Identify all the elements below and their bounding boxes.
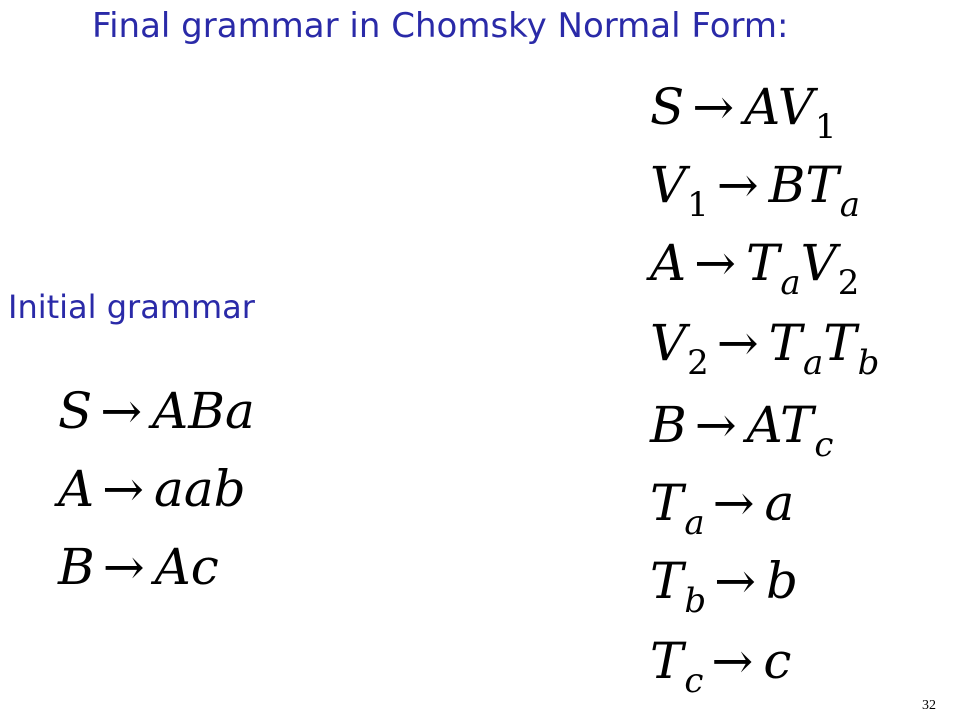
- rule-rhs: aab: [154, 460, 246, 518]
- rule-lhs: V: [650, 156, 687, 214]
- arrow-icon: →: [714, 552, 757, 610]
- arrow-icon: →: [102, 538, 145, 596]
- final-rule-2: [650, 156, 861, 225]
- rule-rhs: T: [746, 234, 780, 292]
- rule-rhs: V: [800, 234, 837, 292]
- final-rule-5: [650, 396, 834, 465]
- final-rule-6: [650, 474, 795, 543]
- rule-lhs: S: [58, 382, 93, 440]
- rule-lhs: B: [58, 538, 95, 596]
- rule-lhs-subscript: c: [684, 661, 704, 701]
- arrow-icon: →: [716, 314, 759, 372]
- slide-title: Final grammar in Chomsky Normal Form:: [92, 6, 789, 46]
- rule-lhs: T: [650, 552, 684, 610]
- final-rule-7: [650, 552, 799, 621]
- rule-rhs: c: [763, 632, 792, 690]
- rule-lhs-subscript: a: [684, 503, 705, 543]
- initial-rule-2: [58, 460, 246, 518]
- arrow-icon: →: [712, 474, 755, 532]
- rule-lhs: A: [58, 460, 95, 518]
- arrow-icon: →: [694, 396, 737, 454]
- arrow-icon: →: [100, 382, 143, 440]
- initial-grammar-heading: Initial grammar: [8, 288, 255, 326]
- arrow-icon: →: [711, 632, 754, 690]
- rule-rhs-subscript: 1: [814, 107, 837, 147]
- rule-rhs: ABa: [152, 382, 255, 440]
- rule-rhs-subscript: c: [814, 425, 834, 465]
- rule-lhs: T: [650, 632, 684, 690]
- rule-rhs: Ac: [154, 538, 219, 596]
- rule-rhs-subscript: a: [780, 263, 801, 303]
- rule-lhs: A: [650, 234, 687, 292]
- rule-rhs: AT: [746, 396, 814, 454]
- rule-lhs-subscript: 2: [687, 343, 709, 383]
- final-rule-3: [650, 234, 860, 303]
- rule-lhs: B: [650, 396, 687, 454]
- rule-rhs-subscript: 2: [837, 263, 860, 303]
- arrow-icon: →: [692, 78, 735, 136]
- rule-rhs-subscript: a: [839, 185, 861, 225]
- rule-rhs-subscript: b: [857, 343, 880, 383]
- rule-lhs: T: [650, 474, 684, 532]
- final-rule-8: [650, 632, 792, 701]
- arrow-icon: →: [716, 156, 759, 214]
- initial-rule-1: [58, 382, 255, 440]
- rule-lhs: V: [650, 314, 687, 372]
- rule-rhs: BT: [768, 156, 839, 214]
- rule-rhs: a: [764, 474, 795, 532]
- rule-rhs: T: [823, 314, 857, 372]
- slide-number: 32: [922, 698, 936, 713]
- rule-rhs-subscript: a: [803, 343, 824, 383]
- rule-rhs: AV: [744, 78, 814, 136]
- final-rule-4: [650, 314, 880, 383]
- initial-rule-3: [58, 538, 219, 596]
- rule-lhs: S: [650, 78, 685, 136]
- rule-rhs: b: [766, 552, 799, 610]
- rule-lhs-subscript: 1: [687, 185, 709, 225]
- rule-rhs: T: [768, 314, 803, 372]
- arrow-icon: →: [102, 460, 145, 518]
- arrow-icon: →: [694, 234, 737, 292]
- rule-lhs-subscript: b: [684, 581, 707, 621]
- final-rule-1: [650, 78, 837, 147]
